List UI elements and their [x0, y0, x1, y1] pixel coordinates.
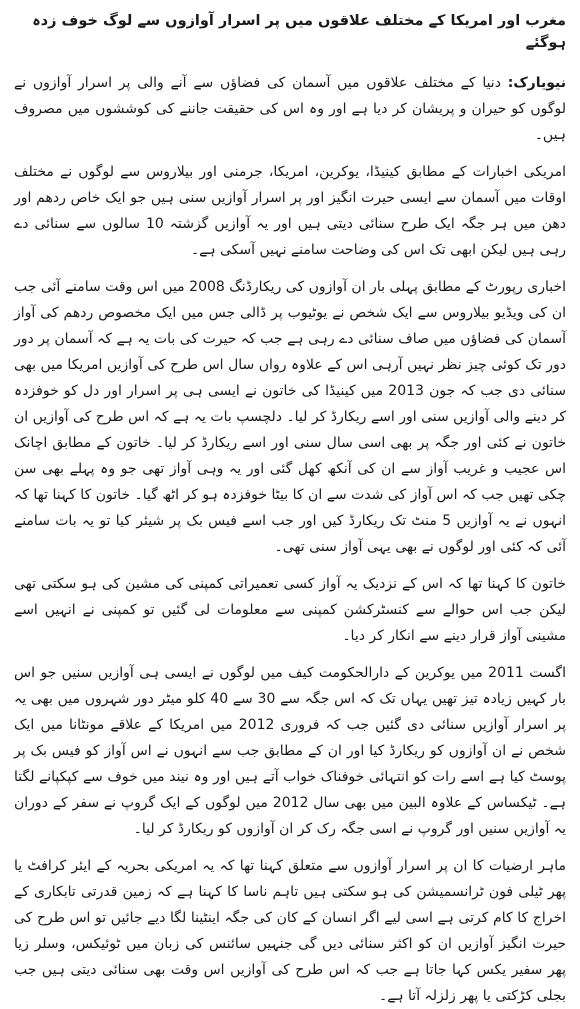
- article-paragraph-1: [14, 70, 566, 148]
- article-paragraph-5: اگست 2011 میں یوکرین کے دارالحکومت کیف میں لوگوں نے ایسی ہی آوازیں سنیں جو اس بار کہیں زیادہ تیز تھیں یہاں تک کہ اس جگہ سے 30 سے 40 کلو میٹر دور شہروں میں بھی یہ پر اسرار آوازیں سنائی دی گئیں جب کہ فروری 2012 میں امریکا کے علاقے مونٹانا میں ایک شخص نے ان آوازوں کو ریکارڈ کیا اور ان کے مطابق جب سے انہوں نے اس آواز کو فیس بک پر پوسٹ کیا ہے اسے رات کو انتہائی خوفناک خواب آتے ہیں اور وہ نیند میں خوف سے کپکپانے لگتا ہے۔ ٹیکساس کے علاوہ البین میں بھی سال 2012 میں لوگوں کے ایک گروپ نے سفر کے دوران یہ آوازیں سنیں اور گروپ نے اسی جگہ رک کر ان آوازوں کو ریکارڈ کر لیا۔: [14, 665, 566, 837]
- article-paragraph-3: اخباری رپورٹ کے مطابق پہلی بار ان آوازوں کی ریکارڈنگ 2008 میں اس وقت سامنے آئی جب ان کی ویڈیو بیلاروس سے ایک شخص نے یوٹیوب پر ڈالی جس میں ایک مخصوص ردھم کی آواز آسمان کی فضاؤں میں صاف سنائی دے رہی ہے جب کہ حیرت کی بات یہ ہے کہ آسمان پر دور دور تک کوئی چیز نظر نہیں آرہی اس کے علاوہ رواں سال اس طرح کی آوازیں امریکا میں بھی سنائی دی جب کہ جون 2013 میں کینیڈا کی خاتون نے ایسی ہی پر اسرار اور دل کو خوفزدہ کر دینے والی آوازیں سنی اور اسے ریکارڈ کر لیا۔ دلچسپ بات یہ ہے کہ اس طرح کی آوازیں ان خاتون نے کئی اور جگہ پر بھی اسی سال سنی اور اسے ریکارڈ کر لیا۔ خاتون کے مطابق اچانک اس عجیب و غریب آواز سے ان کی آنکھ کھل گئی اور یہ وہی آواز تھی جو وہ پہلے بھی سن چکی تھیں جب کہ اس آواز کی شدت سے ان کا بیٹا خوفزدہ ہو کر اٹھ گیا۔ خاتون کا کہنا تھا کہ انہوں نے یہ آوازیں 5 منٹ تک ریکارڈ کیں اور جب اسے فیس بک پر شیئر کیا تو یہ بات سامنے آئی کہ کئی اور لوگوں نے بھی یہی آواز سنی تھی۔: [14, 279, 566, 555]
- paragraph-text: دنیا کے مختلف علاقوں میں آسمان کی فضاؤں سے آنے والی پر اسرار آوازوں نے لوگوں کو حیران و پریشان کر دیا ہے اور وہ اس کی حقیقت جاننے کی کوششوں میں مصروف ہیں۔: [14, 75, 566, 143]
- article-paragraph-4: خاتون کا کہنا تھا کہ اس کے نزدیک یہ آواز کسی تعمیراتی کمپنی کی مشین کی ہو سکتی تھی لیکن جب اس حوالے سے کنسٹرکشن کمپنی سے معلومات لی گئیں تو کمپنی نے انہیں اسے مشینی آواز قرار دینے سے انکار کر دیا۔: [14, 576, 566, 644]
- article-paragraph-6: ماہر ارضیات کا ان پر اسرار آوازوں سے متعلق کہنا تھا کہ یہ امریکی بحریہ کے ایئر کرافٹ یا پھر ٹیلی فون ٹرانسمیشن کی ہو سکتی ہیں تاہم ناسا کا کہنا ہے کہ زمین قدرتی تابکاری کے اخراج کا کام کرتی ہے اسی لیے اگر انسان کے کان کی جگہ اینٹینا لگا دیے جائیں تو اس طرح کی حیرت انگیز آوازیں ان کو اکثر سنائی دیں گی جنہیں سائنس کی زبان میں ٹوئیکس، وسلر زیا پھر سفیر یکس کہا جاتا ہے جب کہ اس طرح کی آوازیں اس وقت بھی سنائی دیتی ہیں جب بجلی کڑکتی یا پھر زلزلہ آتا ہے۔: [14, 858, 566, 1004]
- article-dateline: نیویارک:: [507, 75, 567, 91]
- article-paragraph-2: امریکی اخبارات کے مطابق کینیڈا، یوکرین، امریکا، جرمنی اور بیلاروس سے لوگوں نے مختلف اوقات میں آسمان سے ایسی حیرت انگیز اور پر اسرار آوازیں سنی ہیں جو ایک خاص ردھم اور دھن میں ہر جگہ ایک طرح سنائی دیتی ہیں اور یہ آوازیں گزشتہ 10 سالوں سے سنائی دے رہی ہیں لیکن ابھی تک اس کی وضاحت سامنے نہیں آسکی ہے۔: [14, 164, 567, 258]
- article-headline: مغرب اور امریکا کے مختلف علاقوں میں پر اسرار آوازوں سے لوگ خوف زدہ ہوگئے: [32, 13, 566, 51]
